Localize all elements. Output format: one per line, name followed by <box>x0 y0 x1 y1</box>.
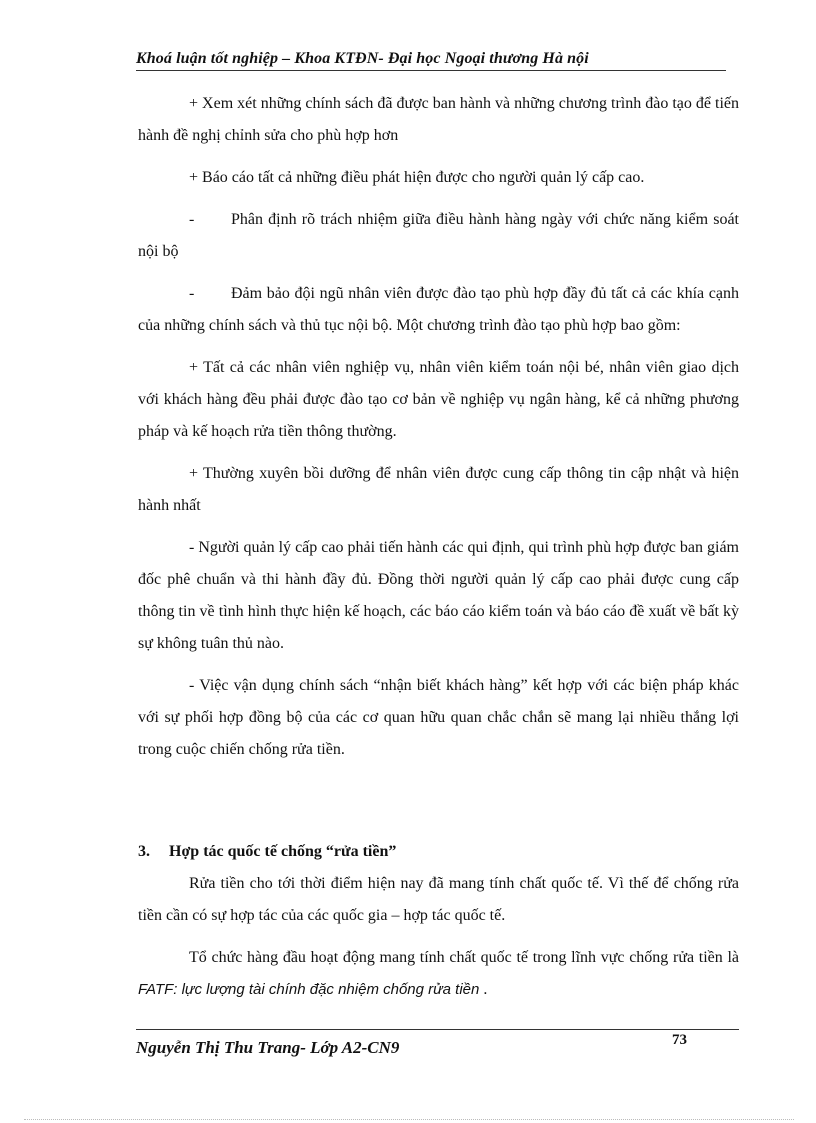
paragraph: + Tất cả các nhân viên nghiệp vụ, nhân viên kiểm toán nội bé, nhân viên giao dịch với khách hàng đều phải được đào tạo cơ bản về nghiệp vụ ngân hàng, kể cả những phương pháp và kế hoạch rửa tiền thông thường. <box>138 359 739 440</box>
page-header: Khoá luận tốt nghiệp – Khoa KTĐN- Đại học Ngoại thương Hà nội <box>136 50 726 71</box>
paragraph-text: Phân định rõ trách nhiệm giữa điều hành hàng ngày với chức năng kiểm soát nội bộ <box>138 211 739 260</box>
section-number: 3. <box>138 843 150 860</box>
paragraph-text: Tổ chức hàng đầu hoạt động mang tính chất quốc tế trong lĩnh vực chống rửa tiền là <box>189 949 739 966</box>
paragraph: - Việc vận dụng chính sách “nhận biết khách hàng” kết hợp với các biện pháp khác với sự phối hợp đồng bộ của các cơ quan hữu quan chắc chắn sẽ mang lại nhiều thắng lợi trong cuộc chiến chống rửa tiền. <box>138 677 739 758</box>
footer-divider <box>136 1029 739 1030</box>
paragraph-text: Đảm bảo đội ngũ nhân viên được đào tạo phù hợp đầy đủ tất cả các khía cạnh của những chính sách và thủ tục nội bộ. Một chương trình đào tạo phù hợp bao gồm: <box>138 285 739 334</box>
page-bottom-border <box>24 1119 794 1120</box>
paragraph: + Báo cáo tất cả những điều phát hiện được cho người quản lý cấp cao. <box>189 169 645 186</box>
dash-item <box>138 204 739 268</box>
section-heading <box>138 843 396 861</box>
dash-marker: - <box>189 285 195 302</box>
paragraph: - Người quản lý cấp cao phải tiến hành các qui định, qui trình phù hợp được ban giám đốc phê chuẩn và thi hành đầy đủ. Đồng thời người quản lý cấp cao phải được cung cấp thông tin về tình hình thực hiện kế hoạch, các báo cáo kiểm toán và báo cáo đề xuất về bất kỳ sự không tuân thủ nào. <box>138 539 739 652</box>
dash-marker: - <box>189 211 195 228</box>
dash-item <box>138 278 739 342</box>
fatf-term: FATF: lực lượng tài chính đặc nhiệm chống rửa tiền <box>138 981 480 998</box>
paragraph: Rửa tiền cho tới thời điểm hiện nay đã mang tính chất quốc tế. Vì thế để chống rửa tiền cần có sự hợp tác của các quốc gia – hợp tác quốc tế. <box>138 875 739 924</box>
body-text-upper <box>138 88 739 766</box>
footer-author: Nguyễn Thị Thu Trang- Lớp A2-CN9 <box>136 1038 400 1057</box>
paragraph-end: . <box>479 981 488 998</box>
body-text-lower <box>138 868 739 1006</box>
section-title: Hợp tác quốc tế chống “rửa tiền” <box>169 843 397 860</box>
paragraph <box>138 942 739 1006</box>
paragraph: + Thường xuyên bồi dưỡng để nhân viên được cung cấp thông tin cập nhật và hiện hành nhất <box>138 465 739 514</box>
page-number: 73 <box>672 1032 687 1048</box>
paragraph: + Xem xét những chính sách đã được ban hành và những chương trình đào tạo để tiến hành đề nghị chỉnh sửa cho phù hợp hơn <box>138 95 739 144</box>
